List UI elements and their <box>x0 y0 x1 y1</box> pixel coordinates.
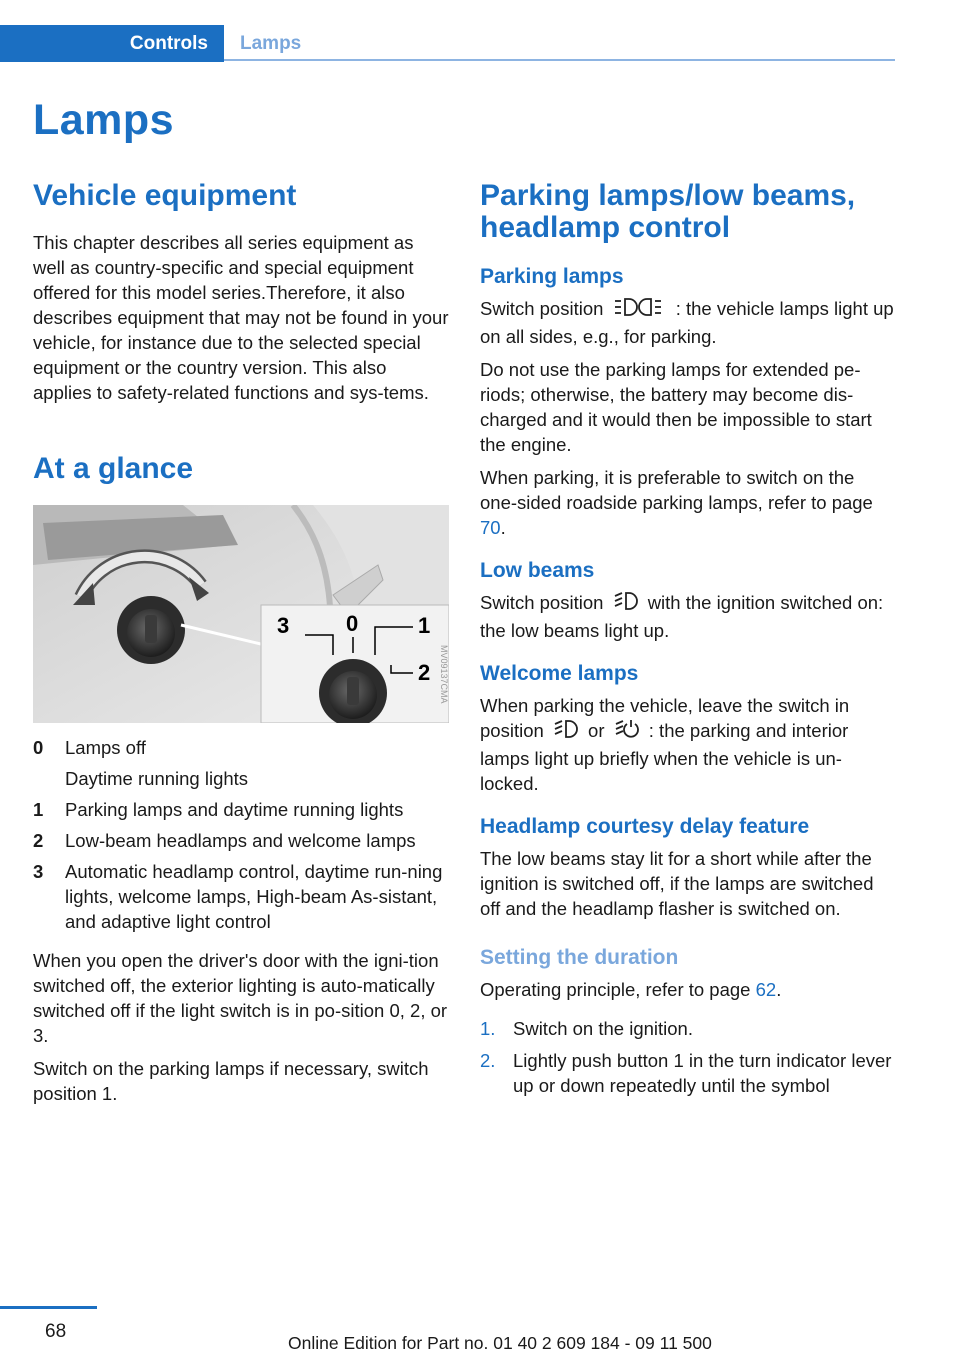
light-switch-illustration <box>33 505 449 723</box>
light-switch-photo <box>33 505 449 723</box>
image-label-3: 3 <box>277 613 290 638</box>
parking-lamps-text-2: Do not use the parking lamps for extended pe-riods; otherwise, the battery may become dis-charged and it would then be impossible to start the engine. <box>480 359 872 456</box>
door-text: When you open the driver's door with the igni-tion switched off, the exterior lighting is auto-matically switched off if the light switch is in po-sition 0, 2, or 3. <box>33 950 448 1046</box>
legend-item: 1 Parking lamps and daytime running lights <box>33 799 404 820</box>
welcome-lamps-text: When parking the vehicle, leave the switch in position or : the parking and interior lamps light up briefly when the vehicle is un-locked. <box>480 695 850 795</box>
page-number: 68 <box>45 1321 67 1342</box>
low-beams-text: Switch position with the ignition switched on: the low beams light up. <box>480 592 884 642</box>
image-code: MV09137CMA <box>439 645 449 704</box>
switch-text: Switch on the parking lamps if necessary, switch position 1. <box>33 1058 429 1104</box>
parking-lamps-icon <box>613 296 667 324</box>
automatic-headlamp-icon <box>614 718 640 746</box>
courtesy-delay-heading: Headlamp courtesy delay feature <box>480 815 810 839</box>
setting-duration-text: Operating principle, refer to page 62. <box>480 979 782 1001</box>
low-beam-icon <box>613 590 639 618</box>
image-label-1: 1 <box>418 613 431 638</box>
parking-lamps-text-3: When parking, it is preferable to switch on the one-sided roadside parking lamps, refer to page 70. <box>480 467 873 539</box>
legend-item: Daytime running lights <box>65 768 249 789</box>
legend-item: 2 Low-beam headlamps and welcome lamps <box>33 830 416 851</box>
list-item: 2. Lightly push button 1 in the turn indicator lever up or down repeatedly until the symbol <box>480 1050 892 1097</box>
header-bar <box>0 0 895 62</box>
vehicle-equipment-heading: Vehicle equipment <box>33 179 297 212</box>
parking-lamps-heading: Parking lamps <box>480 265 624 288</box>
list-item: 1. Switch on the ignition. <box>480 1018 693 1040</box>
setting-duration-heading: Setting the duration <box>480 946 679 970</box>
vehicle-equipment-text: This chapter describes all series equipment as well as country-specific and special equipment offered for this model series.Therefore, it also describes equipment that may not be found in your vehicle, for instance due to the selected special equipment or the country version. This also applies to safety-related functions and sys-tems. <box>33 232 449 403</box>
image-label-2: 2 <box>418 660 431 685</box>
left-column <box>33 180 449 1106</box>
parking-lamps-text-1: Switch position : the vehicle lamps light up on all sides, e.g., for parking. <box>480 298 894 348</box>
tab-lamps[interactable]: Lamps <box>240 32 302 54</box>
low-beam-icon <box>553 718 579 746</box>
page-title: Lamps <box>33 96 175 144</box>
page-62-link[interactable]: 62 <box>755 979 777 1001</box>
courtesy-delay-text: The low beams stay lit for a short while after the ignition is switched off, if the lamps are switched off and the headlamp flasher is switched on. <box>480 848 874 920</box>
switch-position-legend <box>33 735 449 934</box>
right-column <box>480 180 896 1105</box>
header-divider <box>224 59 895 61</box>
steps-list <box>480 1016 896 1098</box>
welcome-lamps-heading: Welcome lamps <box>480 662 639 686</box>
legend-item: 0 Lamps off <box>33 737 146 758</box>
edition-text: Online Edition for Part no. 01 40 2 609 184 - 09 11 500 <box>288 1333 712 1353</box>
image-label-0: 0 <box>346 611 359 636</box>
footer-divider <box>0 1306 97 1309</box>
page-70-link[interactable]: 70 <box>480 517 501 539</box>
parking-low-beams-heading: Parking lamps/low beams, headlamp control <box>480 179 856 244</box>
at-a-glance-heading: At a glance <box>33 452 194 485</box>
tab-controls[interactable]: Controls <box>0 25 224 62</box>
legend-item: 3 Automatic headlamp control, daytime run-ning lights, welcome lamps, High-beam As-sistant, and adaptive light control <box>33 861 443 932</box>
low-beams-heading: Low beams <box>480 559 595 583</box>
